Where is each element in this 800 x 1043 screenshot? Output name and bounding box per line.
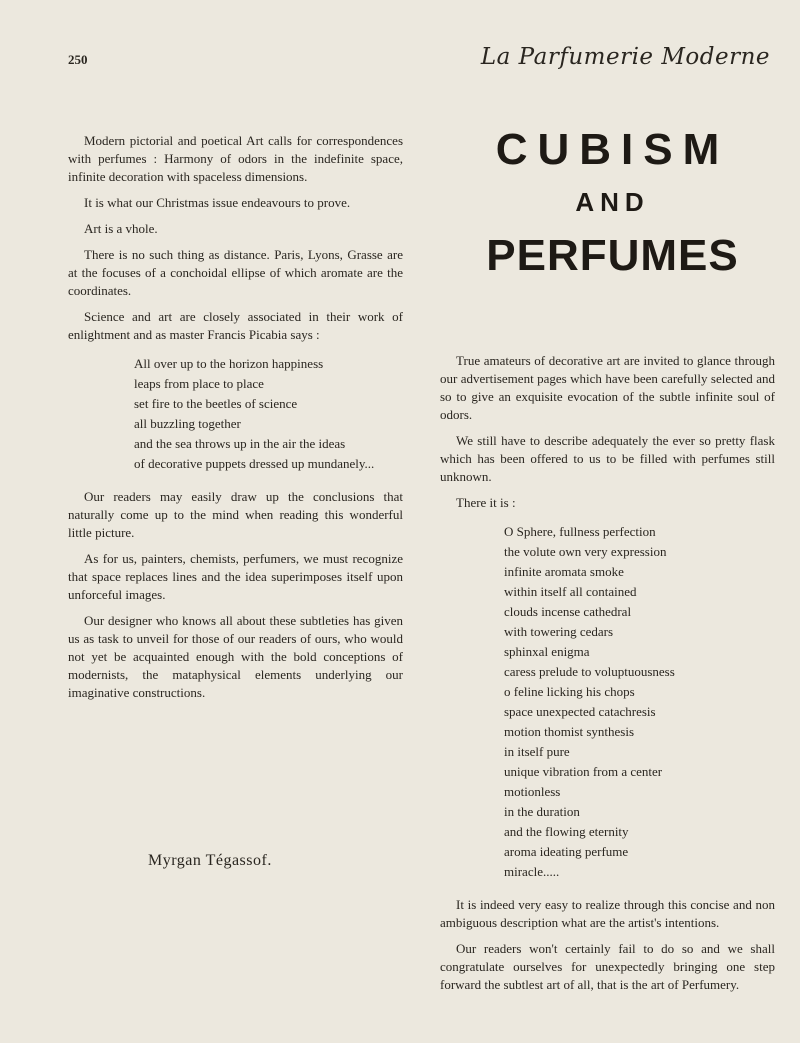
title-line-and: AND	[575, 187, 650, 217]
left-column	[68, 132, 403, 710]
flask-poem	[440, 522, 775, 882]
poem-line: in the duration	[504, 804, 580, 819]
poem-line: unique vibration from a center	[504, 764, 663, 779]
title-line-cubism: CUBISM	[495, 125, 730, 174]
page-number: 250	[68, 52, 88, 67]
paragraph: It is indeed very easy to realize through this concise and non ambiguous description what are the artist's intentions.	[440, 897, 775, 930]
paragraph: Our readers may easily draw up the conclusions that naturally come up to the mind when reading this wonderful little picture.	[68, 489, 403, 540]
poem-line: within itself all contained	[504, 584, 637, 599]
poem-line: clouds incense cathedral	[504, 604, 632, 619]
paragraph: Our readers won't certainly fail to do so and we shall congratulate ourselves for unexpectedly bringing one step forward the subtlest art of all, that is the art of Perfumery.	[440, 941, 775, 992]
poem-line: set fire to the beetles of science	[134, 396, 298, 411]
poem-line: O Sphere, fullness perfection	[504, 524, 656, 539]
article-title	[440, 120, 785, 288]
paragraph: As for us, painters, chemists, perfumers, we must recognize that space replaces lines and the idea superimposes itself upon unforceful images.	[68, 551, 403, 602]
poem-line: the volute own very expression	[504, 544, 667, 559]
paragraph: Art is a vhole.	[84, 221, 158, 236]
poem-line: of decorative puppets dressed up mundanely...	[134, 456, 375, 471]
poem-line: and the flowing eternity	[504, 824, 629, 839]
poem-line: leaps from place to place	[134, 376, 264, 391]
paragraph: There it is :	[456, 495, 516, 510]
poem-line: All over up to the horizon happiness	[134, 356, 324, 371]
closing-paragraphs	[440, 896, 775, 994]
right-column	[440, 352, 775, 1002]
paragraph: There is no such thing as distance. Paris, Lyons, Grasse are at the focuses of a conchoidal ellipse of which aromate are the coordinates.	[68, 247, 403, 298]
poem-line: in itself pure	[504, 744, 570, 759]
poem-line: sphinxal enigma	[504, 644, 590, 659]
poem-line: o feline licking his chops	[504, 684, 635, 699]
poem-line: motion thomist synthesis	[504, 724, 635, 739]
poem-line: miracle.....	[504, 864, 560, 879]
poem-line: and the sea throws up in the air the ideas	[134, 436, 346, 451]
running-title: La Parfumerie Moderne	[480, 44, 770, 70]
poem-line: all buzzling together	[134, 416, 241, 431]
paragraph: Science and art are closely associated in their work of enlightment and as master Francis Picabia says :	[68, 309, 403, 342]
paragraph: It is what our Christmas issue endeavours to prove.	[84, 195, 351, 210]
author-signature: Myrgan Tégassof.	[148, 852, 272, 869]
poem-line: with towering cedars	[504, 624, 614, 639]
poem-line: caress prelude to voluptuousness	[504, 664, 675, 679]
picabia-poem	[68, 354, 403, 474]
poem-line: aroma ideating perfume	[504, 844, 629, 859]
paragraph: Our designer who knows all about these subtleties has given us as task to unveil for those of our readers of ours, who would not yet be acquainted enough with the bold conceptions of modernists, the mataphysical elements underlying our imaginative constructions.	[68, 613, 403, 700]
poem-line: space unexpected catachresis	[504, 704, 656, 719]
paragraph: We still have to describe adequately the ever so pretty flask which has been offered to us to be filled with perfumes still unknown.	[440, 433, 775, 484]
title-line-perfumes: PERFUMES	[486, 231, 739, 280]
paragraph: Modern pictorial and poetical Art calls for correspondences with perfumes : Harmony of odors in the indefinite space, infinite decoration with spaceless dimensions.	[68, 133, 403, 184]
poem-line: infinite aromata smoke	[504, 564, 624, 579]
poem-line: motionless	[504, 784, 561, 799]
paragraph: True amateurs of decorative art are invited to glance through our advertisement pages which have been carefully selected and so to give an exquisite evocation of the subtle infinite soul of odors.	[440, 353, 775, 422]
